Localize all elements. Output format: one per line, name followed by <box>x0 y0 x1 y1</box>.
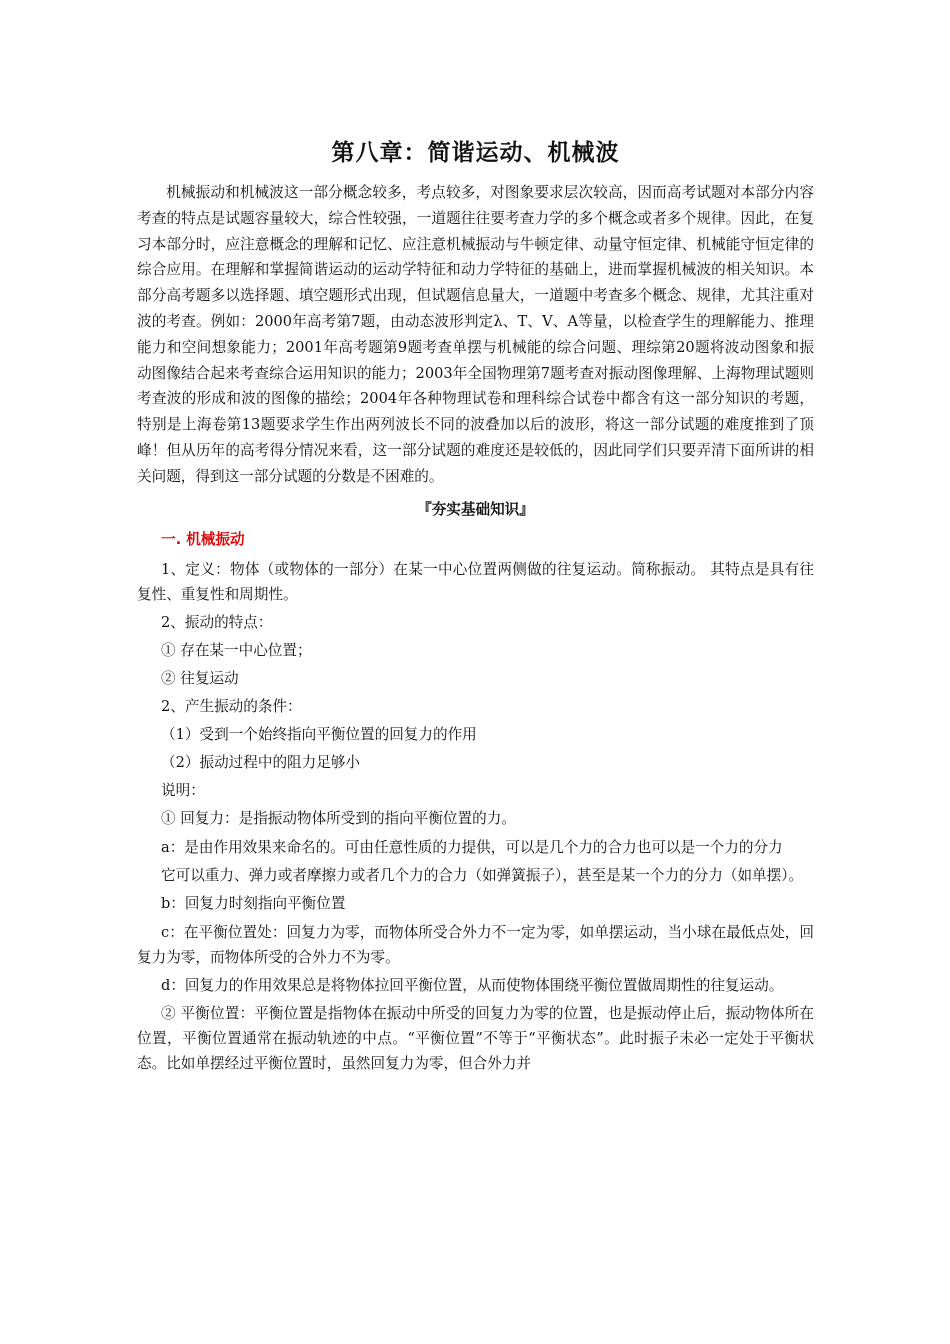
section-heading: 『夯实基础知识』 <box>417 500 534 518</box>
paragraph-feature-2: ② 往复运动 <box>161 669 239 687</box>
paragraph-point-d: d：回复力的作用效果总是将物体拉回平衡位置，从而使物体围绕平衡位置做周期性的往复运动。 <box>161 976 784 994</box>
paragraph-conditions-heading: 2、产生振动的条件： <box>161 697 302 715</box>
subheading-mechanical-vibration: 一. 机械振动 <box>161 530 245 548</box>
intro-paragraph: 机械振动和机械波这一部分概念较多，考点较多，对图象要求层次较高，因而高考试题对本部分内容考查的特点是试题容量较大，综合性较强，一道题往往要考查力学的多个概念或者多个规律。因此，在复习本部分时，应注意概念的理解和记忆、应注意机械振动与牛顿定律、动量守恒定律、机械能守恒定律的综合应用。在理解和掌握简谐运动的运动学特征和动力学特征的基础上，进而掌握机械波的相关知识。本部分高考题多以选择题、填空题形式出现，但试题信息量大，一道题中考查多个概念、规律，尤其注重对波的考查。例如：2000年高考第7题，由动态波形判定λ、T、V、A等量，以检查学生的理解能力、推理能力和空间想象能力；2001年高考题第9题考查单摆与机械能的综合问题、理综第20题将波动图象和振动图像结合起来考查综合运用知识的能力；2003年全国物理第7题考查对振动图像理解、上海物理试题则考查波的形成和波的图像的描绘；2004年各种物理试卷和理科综合试卷中都含有这一部分知识的考题，特别是上海卷第13题要求学生作出两列波长不同的波叠加以后的波形，将这一部分试题的难度推到了顶峰！但从历年的高考得分情况来看，这一部分试题的难度还是较低的，因此同学们只要弄清下面所讲的相关问题，得到这一部分试题的分数是不困难的。 <box>137 184 814 485</box>
paragraph-restoring-force: ① 回复力：是指振动物体所受到的指向平衡位置的力。 <box>161 809 516 827</box>
paragraph-definition: 1、定义：物体（或物体的一部分）在某一中心位置两侧做的往复运动。简称振动。 其特点是具有往复性、重复性和周期性。 <box>137 560 814 603</box>
paragraph-features-heading: 2、振动的特点： <box>161 613 273 631</box>
paragraph-feature-1: ① 存在某一中心位置； <box>161 641 312 659</box>
paragraph-condition-2: （2）振动过程中的阻力足够小 <box>161 753 361 771</box>
paragraph-point-a-detail: 它可以重力、弹力或者摩擦力或者几个力的合力（如弹簧振子），甚至是某一个力的分力（如单摆）。 <box>161 866 804 884</box>
paragraph-note-heading: 说明： <box>161 781 205 799</box>
chapter-title: 第八章：简谐运动、机械波 <box>331 140 620 166</box>
document-page <box>137 136 814 1079</box>
paragraph-point-a: a：是由作用效果来命名的。可由任意性质的力提供，可以是几个力的合力也可以是一个力的分力 <box>161 838 783 856</box>
paragraph-point-b: b：回复力时刻指向平衡位置 <box>161 894 346 912</box>
paragraph-point-c: c：在平衡位置处：回复力为零，而物体所受合外力不一定为零，如单摆运动，当小球在最低点处，回复力为零，而物体所受的合外力不为零。 <box>137 923 814 966</box>
paragraph-equilibrium-position: ② 平衡位置：平衡位置是指物体在振动中所受的回复力为零的位置，也是振动停止后，振动物体所在位置，平衡位置通常在振动轨迹的中点。“平衡位置”不等于“平衡状态”。此时振子未必一定处于平衡状态。比如单摆经过平衡位置时，虽然回复力为零，但合外力并 <box>137 1004 814 1072</box>
paragraph-condition-1: （1）受到一个始终指向平衡位置的回复力的作用 <box>161 725 477 743</box>
